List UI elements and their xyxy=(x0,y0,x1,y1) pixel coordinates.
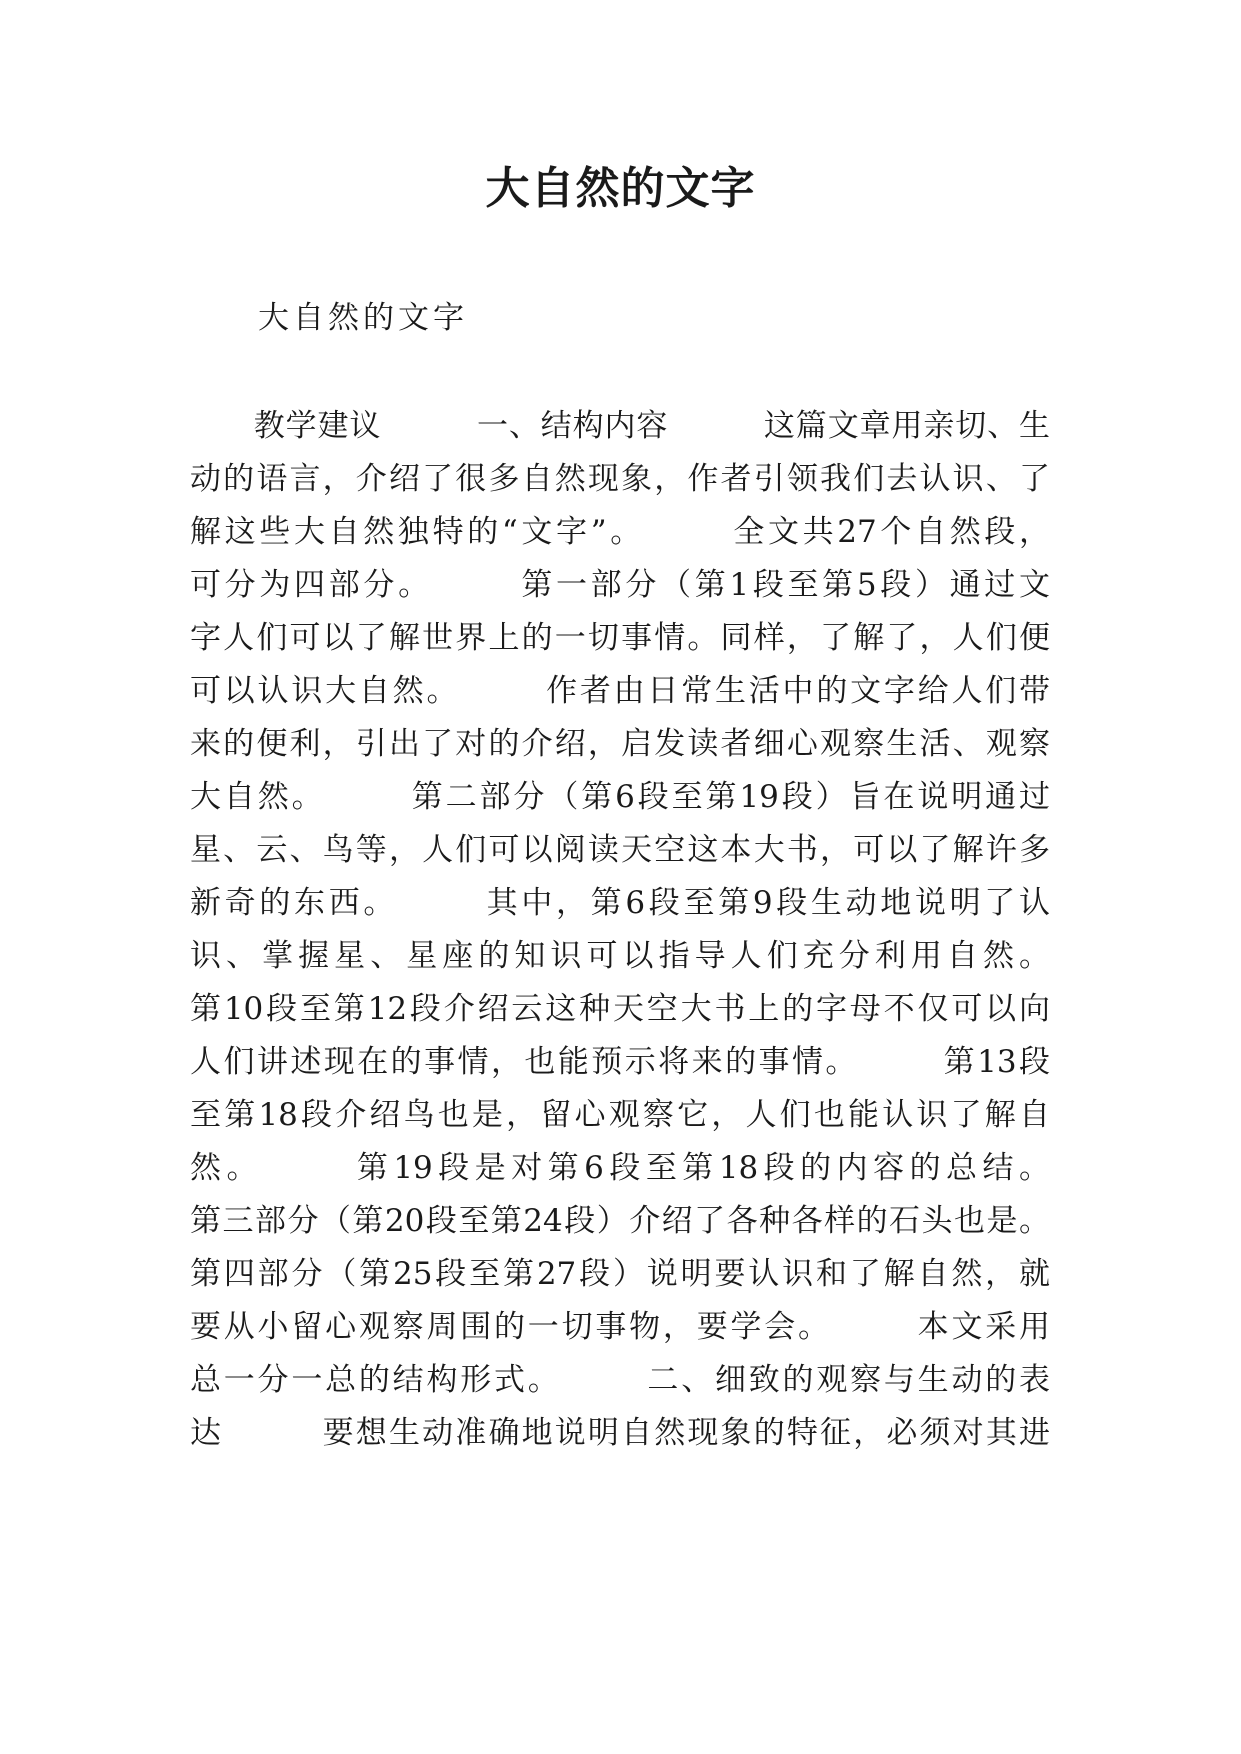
body-line: 可以认识大自然。 作者由日常生活中的文字给人们带 xyxy=(190,673,1050,709)
body-line: 第三部分（第20段至第24段）介绍了各种各样的石头也是。 xyxy=(190,1203,1050,1239)
body-line: 然。 第19段是对第6段至第18段的内容的总结。 xyxy=(190,1150,1050,1186)
body-line: 大自然。 第二部分（第6段至第19段）旨在说明通过 xyxy=(190,779,1050,815)
body-line: 动的语言，介绍了很多自然现象，作者引领我们去认识、了 xyxy=(190,461,1050,497)
body-line: 解这些大自然独特的“文字”。 全文共27个自然段， xyxy=(190,514,1050,550)
body-line: 字人们可以了解世界上的一切事情。同样，了解了，人们便 xyxy=(190,620,1050,656)
body-line: 可分为四部分。 第一部分（第1段至第5段）通过文 xyxy=(190,567,1050,603)
body-line: 第四部分（第25段至第27段）说明要认识和了解自然，就 xyxy=(190,1256,1050,1292)
body-line: 至第18段介绍鸟也是，留心观察它，人们也能认识了解自 xyxy=(190,1097,1050,1133)
body-line: 第10段至第12段介绍云这种天空大书上的字母不仅可以向 xyxy=(190,991,1050,1027)
body-line: 总一分一总的结构形式。 二、细致的观察与生动的表 xyxy=(190,1362,1050,1398)
page-title: 大自然的文字 xyxy=(485,163,756,214)
body-line: 人们讲述现在的事情，也能预示将来的事情。 第13段 xyxy=(190,1044,1050,1080)
body-line: 达 要想生动准确地说明自然现象的特征，必须对其进 xyxy=(190,1415,1050,1451)
body-line: 新奇的东西。 其中，第6段至第9段生动地说明了认 xyxy=(190,885,1050,921)
body-line: 来的便利，引出了对的介绍，启发读者细心观察生活、观察 xyxy=(190,726,1050,762)
document-subtitle: 大自然的文字 xyxy=(258,300,468,336)
body-line: 要从小留心观察周围的一切事物，要学会。 本文采用 xyxy=(190,1309,1050,1345)
body-line: 教学建议 一、结构内容 这篇文章用亲切、生 xyxy=(190,408,1050,444)
body-line: 星、云、鸟等，人们可以阅读天空这本大书，可以了解许多 xyxy=(190,832,1050,868)
body-line: 识、掌握星、星座的知识可以指导人们充分利用自然。 xyxy=(190,938,1050,974)
